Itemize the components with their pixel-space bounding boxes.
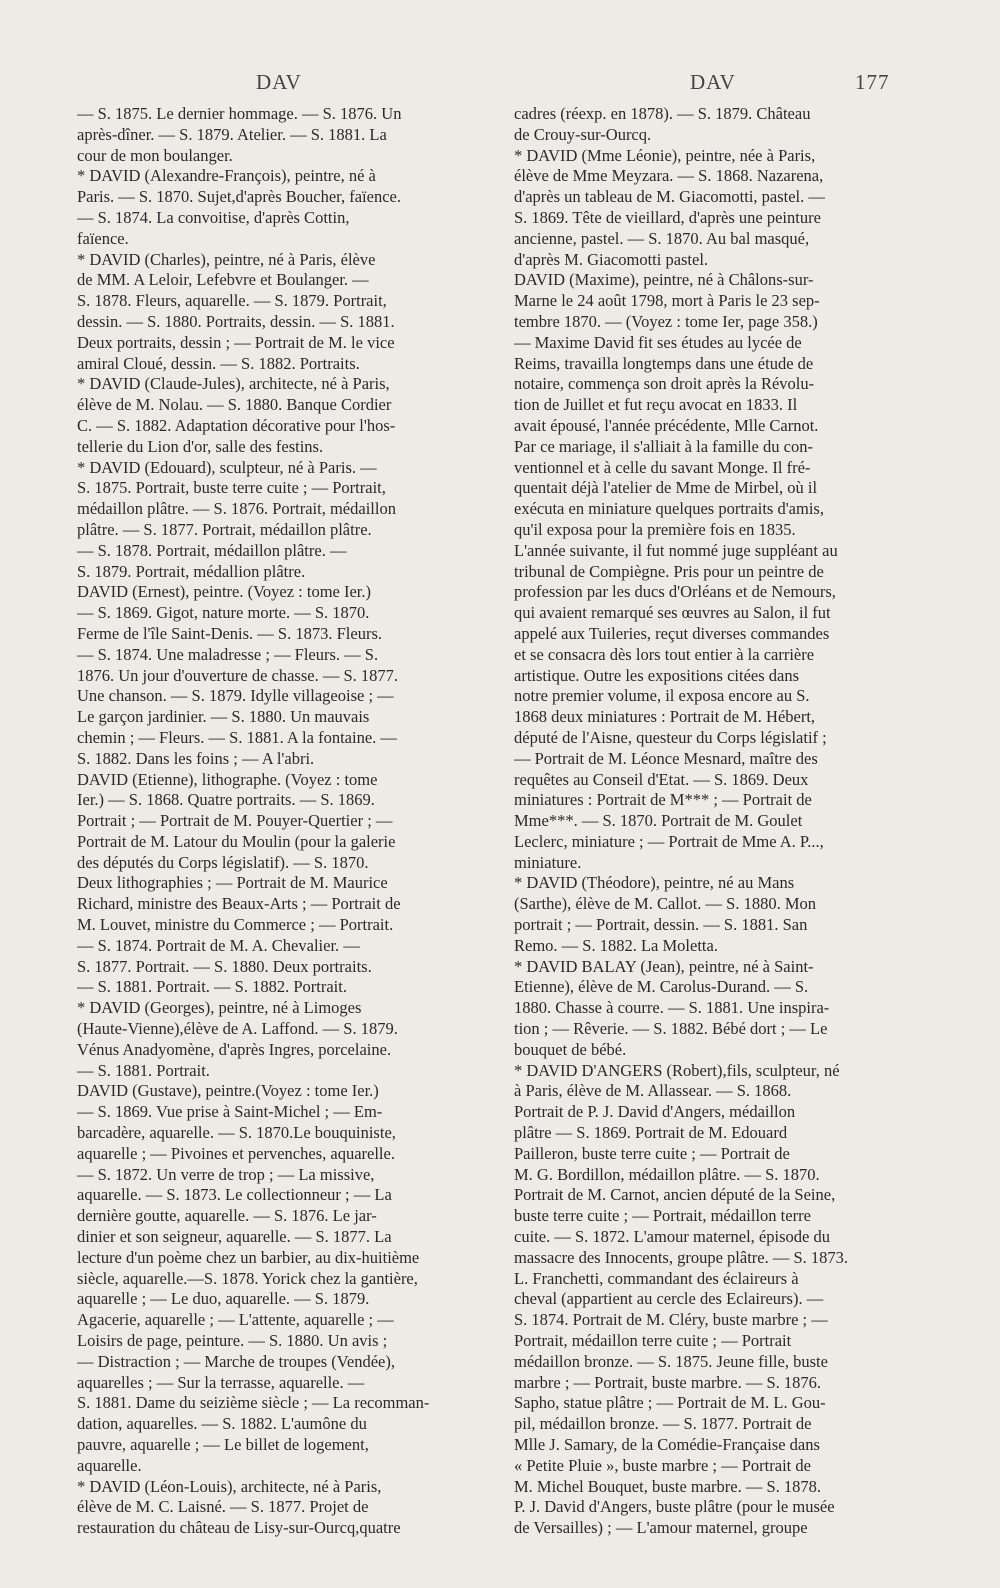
text-line: aquarelle. xyxy=(77,1455,142,1475)
text-line: de MM. A Leloir, Lefebvre et Boulanger. — xyxy=(77,270,369,290)
text-line: 1868 deux miniatures : Portrait de M. Hébert, xyxy=(514,707,816,727)
text-line: Mme***. — S. 1870. Portrait de M. Goulet xyxy=(514,811,803,831)
text-line: pil, médaillon bronze. — S. 1877. Portrait de xyxy=(514,1414,812,1434)
text-line: — Distraction ; — Marche de troupes (Vendée), xyxy=(77,1351,395,1371)
text-line: 1876. Un jour d'ouverture de chasse. — S. 1877. xyxy=(77,665,399,685)
text-line: * DAVID (Edouard), sculpteur, né à Paris. — xyxy=(77,457,377,477)
page-number: 177 xyxy=(855,70,890,94)
text-line: cuite. — S. 1872. L'amour maternel, épisode du xyxy=(514,1227,830,1247)
text-line: S. 1881. Dame du seizième siècle ; — La recomman- xyxy=(77,1393,430,1413)
text-line: quentait déjà l'atelier de Mme de Mirbel, où il xyxy=(514,478,818,498)
text-line: notre premier volume, il exposa encore au S. xyxy=(514,686,810,706)
right-text-column xyxy=(514,104,912,1539)
text-line: — S. 1869. Vue prise à Saint-Michel ; — Em- xyxy=(77,1102,383,1122)
text-line: Ier.) — S. 1868. Quatre portraits. — S. 1869. xyxy=(77,790,375,810)
text-line: Vénus Anadyomène, d'après Ingres, porcelaine. xyxy=(77,1039,392,1059)
text-line: Mlle J. Samary, de la Comédie-Française dans xyxy=(514,1435,820,1454)
text-line: chemin ; — Fleurs. — S. 1881. A la fontaine. — xyxy=(77,727,397,747)
text-line: et se consacra dès lors tout entier à la carrière xyxy=(514,644,815,664)
text-line: plâtre — S. 1869. Portrait de M. Edouard xyxy=(514,1123,788,1143)
text-line: — S. 1878. Portrait, médaillon plâtre. — xyxy=(77,540,347,560)
text-line: ventionnel et à celle du savant Monge. Il fré- xyxy=(514,457,811,477)
text-line: Etienne), élève de M. Carolus-Durand. — S. xyxy=(514,977,809,997)
text-line: Sapho, statue plâtre ; — Portrait de M. L. Gou- xyxy=(514,1393,826,1413)
text-line: lecture d'un poème chez un barbier, au dix-huitième xyxy=(77,1247,420,1267)
text-line: S. 1877. Portrait. — S. 1880. Deux portraits. xyxy=(77,956,372,976)
text-line: pauvre, aquarelle ; — Le billet de logement, xyxy=(77,1435,369,1454)
text-line: * DAVID D'ANGERS (Robert),fils, sculpteur, né xyxy=(514,1060,840,1080)
text-line: S. 1874. Portrait de M. Cléry, buste marbre ; — xyxy=(514,1310,828,1330)
text-line: barcadère, aquarelle. — S. 1870.Le bouquiniste, xyxy=(77,1123,396,1143)
text-line: * DAVID (Alexandre-François), peintre, né à xyxy=(77,166,376,186)
text-line: après-dîner. — S. 1879. Atelier. — S. 1881. La xyxy=(77,124,387,144)
text-line: Portrait de M. Carnot, ancien député de la Seine, xyxy=(514,1185,836,1205)
text-line: Une chanson. — S. 1879. Idylle villageoise ; — xyxy=(77,686,394,706)
text-line: Paris. — S. 1870. Sujet,d'après Boucher, faïence. xyxy=(77,187,401,207)
text-line: — S. 1872. Un verre de trop ; — La missive, xyxy=(77,1164,375,1184)
text-line: C. — S. 1882. Adaptation décorative pour l'hos- xyxy=(77,415,396,435)
text-line: Agacerie, aquarelle ; — L'attente, aquarelle ; — xyxy=(77,1310,394,1330)
text-line: ancienne, pastel. — S. 1870. Au bal masqué, xyxy=(514,228,810,248)
text-line: * DAVID (Charles), peintre, né à Paris, élève xyxy=(77,249,376,269)
running-head-right: DAV xyxy=(690,70,736,94)
text-line: P. J. David d'Angers, buste plâtre (pour le musée xyxy=(514,1497,835,1517)
text-line: marbre ; — Portrait, buste marbre. — S. 1876. xyxy=(514,1372,822,1392)
text-line: Ferme de l'île Saint-Denis. — S. 1873. Fleurs. xyxy=(77,623,382,643)
text-line: — S. 1881. Portrait. — S. 1882. Portrait. xyxy=(77,977,347,997)
text-line: — S. 1881. Portrait. xyxy=(77,1060,210,1080)
text-line: avait épousé, l'année précédente, Mlle Carnot. xyxy=(514,415,819,435)
text-line: député de l'Aisne, questeur du Corps législatif ; xyxy=(514,727,827,747)
text-line: des députés du Corps législatif). — S. 1870. xyxy=(77,852,369,872)
text-line: médaillon plâtre. — S. 1876. Portrait, médaillon xyxy=(77,499,396,519)
text-line: Le garçon jardinier. — S. 1880. Un mauvais xyxy=(77,707,370,727)
text-line: — Portrait de M. Léonce Mesnard, maître des xyxy=(514,748,818,768)
running-head-left: DAV xyxy=(256,70,302,94)
text-line: qu'il exposa pour la première fois en 1835. xyxy=(514,519,796,539)
text-line: d'après M. Giacomotti pastel. xyxy=(514,249,709,269)
text-line: DAVID (Gustave), peintre.(Voyez : tome Ier.) xyxy=(77,1081,379,1101)
text-line: Reims, travailla longtemps dans une étude de xyxy=(514,353,814,373)
text-line: Par ce mariage, il s'alliait à la famille du con- xyxy=(514,436,813,456)
text-line: (Haute-Vienne),élève de A. Laffond. — S. 1879. xyxy=(77,1019,398,1039)
text-line: à Paris, élève de M. Allassear. — S. 1868. xyxy=(514,1081,792,1101)
text-line: 1880. Chasse à courre. — S. 1881. Une inspira- xyxy=(514,998,830,1018)
text-line: * DAVID (Théodore), peintre, né au Mans xyxy=(514,873,795,893)
text-line: qui avaient remarqué ses œuvres au Salon, il fut xyxy=(514,603,831,623)
text-line: — S. 1874. Portrait de M. A. Chevalier. — xyxy=(77,935,360,955)
text-line: — S. 1875. Le dernier hommage. — S. 1876. Un xyxy=(77,104,402,123)
text-line: plâtre. — S. 1877. Portrait, médaillon plâtre. xyxy=(77,519,372,539)
text-line: tembre 1870. — (Voyez : tome Ier, page 358.) xyxy=(514,311,818,331)
text-line: amiral Cloué, dessin. — S. 1882. Portraits. xyxy=(77,353,360,373)
text-line: Deux lithographies ; — Portrait de M. Maurice xyxy=(77,873,388,893)
text-line: massacre des Innocents, groupe plâtre. — S. 1873. xyxy=(514,1247,849,1267)
text-line: aquarelles ; — Sur la terrasse, aquarelle. — xyxy=(77,1372,365,1392)
text-line: cheval (appartient au cercle des Eclaireurs). — xyxy=(514,1289,824,1309)
text-line: siècle, aquarelle.—S. 1878. Yorick chez la gantière, xyxy=(77,1268,418,1288)
text-line: S. 1879. Portrait, médallion plâtre. xyxy=(77,561,306,581)
text-line: artistique. Outre les expositions citées dans xyxy=(514,665,800,685)
text-line: dinier et son seigneur, aquarelle. — S. 1877. La xyxy=(77,1227,392,1247)
text-line: aquarelle. — S. 1873. Le collectionneur ; — La xyxy=(77,1185,392,1205)
text-line: L. Franchetti, commandant des éclaireurs à xyxy=(514,1268,799,1288)
text-line: tion ; — Rêverie. — S. 1882. Bébé dort ; — Le xyxy=(514,1019,828,1039)
text-line: bouquet de bébé. xyxy=(514,1039,627,1059)
text-line: S. 1878. Fleurs, aquarelle. — S. 1879. Portrait, xyxy=(77,291,387,311)
text-line: tellerie du Lion d'or, salle des festins. xyxy=(77,436,324,456)
text-line: Deux portraits, dessin ; — Portrait de M. le vice xyxy=(77,332,395,352)
text-line: L'année suivante, il fut nommé juge suppléant au xyxy=(514,540,838,560)
text-line: cour de mon boulanger. xyxy=(77,145,233,165)
text-line: — S. 1874. La convoitise, d'après Cottin, xyxy=(77,207,350,227)
text-line: dernière goutte, aquarelle. — S. 1876. Le jar- xyxy=(77,1206,377,1226)
text-line: tion de Juillet et fut reçu avocat en 1833. Il xyxy=(514,395,798,415)
text-line: élève de M. Nolau. — S. 1880. Banque Cordier xyxy=(77,395,392,415)
text-line: buste terre cuite ; — Portrait, médaillon terre xyxy=(514,1206,811,1226)
text-line: M. G. Bordillon, médaillon plâtre. — S. 1870. xyxy=(514,1164,820,1184)
text-line: de Versailles) ; — L'amour maternel, groupe xyxy=(514,1518,808,1538)
text-line: Marne le 24 août 1798, mort à Paris le 23 sep- xyxy=(514,291,820,311)
text-line: * DAVID (Claude-Jules), architecte, né à Paris, xyxy=(77,374,390,394)
text-line: dessin. — S. 1880. Portraits, dessin. — S. 1881. xyxy=(77,311,395,331)
text-line: aquarelle ; — Pivoines et pervenches, aquarelle. xyxy=(77,1143,395,1163)
text-line: DAVID (Maxime), peintre, né à Châlons-sur- xyxy=(514,270,814,290)
text-line: S. 1869. Tête de vieillard, d'après une peinture xyxy=(514,207,821,227)
text-line: élève de Mme Meyzara. — S. 1868. Nazarena, xyxy=(514,166,824,186)
text-line: DAVID (Etienne), lithographe. (Voyez : tome xyxy=(77,769,378,789)
text-line: — S. 1874. Une maladresse ; — Fleurs. — S. xyxy=(77,644,379,664)
text-line: miniatures : Portrait de M*** ; — Portrait de xyxy=(514,790,812,810)
text-line: « Petite Pluie », buste marbre ; — Portrait de xyxy=(514,1455,811,1475)
text-line: aquarelle ; — Le duo, aquarelle. — S. 1879. xyxy=(77,1289,370,1309)
text-line: notaire, commença son droit après la Révolu- xyxy=(514,374,815,394)
text-line: exécuta en miniature quelques portraits d'amis, xyxy=(514,499,824,519)
text-line: S. 1882. Dans les foins ; — A l'abri. xyxy=(77,748,315,768)
text-line: appelé aux Tuileries, reçut diverses commandes xyxy=(514,623,830,643)
text-line: cadres (réexp. en 1878). — S. 1879. Château xyxy=(514,104,811,123)
text-line: portrait ; — Portrait, dessin. — S. 1881. San xyxy=(514,915,808,935)
text-line: faïence. xyxy=(77,228,129,248)
text-line: élève de M. C. Laisné. — S. 1877. Projet de xyxy=(77,1497,369,1517)
text-line: DAVID (Ernest), peintre. (Voyez : tome Ier.) xyxy=(77,582,372,602)
text-line: tribunal de Compiègne. Pris pour un peintre de xyxy=(514,561,824,581)
left-text-column xyxy=(77,104,475,1539)
text-line: Loisirs de page, peinture. — S. 1880. Un avis ; xyxy=(77,1331,388,1351)
text-line: * DAVID (Léon-Louis), architecte, né à Paris, xyxy=(77,1476,382,1496)
text-line: Portrait de M. Latour du Moulin (pour la galerie xyxy=(77,831,396,851)
text-line: * DAVID BALAY (Jean), peintre, né à Saint- xyxy=(514,956,814,976)
text-line: — Maxime David fit ses études au lycée de xyxy=(514,332,802,352)
text-line: (Sarthe), élève de M. Callot. — S. 1880. Mon xyxy=(514,894,816,914)
text-line: Remo. — S. 1882. La Moletta. xyxy=(514,935,718,955)
text-line: Portrait ; — Portrait de M. Pouyer-Quertier ; — xyxy=(77,811,393,831)
text-line: dation, aquarelles. — S. 1882. L'aumône du xyxy=(77,1414,367,1434)
text-line: S. 1875. Portrait, buste terre cuite ; — Portrait, xyxy=(77,478,386,498)
text-line: requêtes au Conseil d'Etat. — S. 1869. Deux xyxy=(514,769,809,789)
text-line: miniature. xyxy=(514,852,582,872)
text-line: * DAVID (Georges), peintre, né à Limoges xyxy=(77,998,362,1018)
text-line: médaillon bronze. — S. 1875. Jeune fille, buste xyxy=(514,1351,828,1371)
text-line: restauration du château de Lisy-sur-Ourcq,quatre xyxy=(77,1518,401,1538)
text-line: M. Louvet, ministre du Commerce ; — Portrait. xyxy=(77,915,394,935)
text-line: d'après un tableau de M. Giacomotti, pastel. — xyxy=(514,187,825,207)
text-line: Portrait, médaillon terre cuite ; — Portrait xyxy=(514,1331,792,1351)
text-line: profession par les ducs d'Orléans et de Nemours, xyxy=(514,582,836,602)
text-line: Pailleron, buste terre cuite ; — Portrait de xyxy=(514,1143,790,1163)
text-line: de Crouy-sur-Ourcq. xyxy=(514,124,652,144)
text-line: — S. 1869. Gigot, nature morte. — S. 1870. xyxy=(77,603,370,623)
text-line: Richard, ministre des Beaux-Arts ; — Portrait de xyxy=(77,894,401,914)
text-line: Portrait de P. J. David d'Angers, médaillon xyxy=(514,1102,796,1122)
text-line: * DAVID (Mme Léonie), peintre, née à Paris, xyxy=(514,145,816,165)
text-line: Leclerc, miniature ; — Portrait de Mme A. P..., xyxy=(514,831,824,851)
text-line: M. Michel Bouquet, buste marbre. — S. 1878. xyxy=(514,1476,822,1496)
